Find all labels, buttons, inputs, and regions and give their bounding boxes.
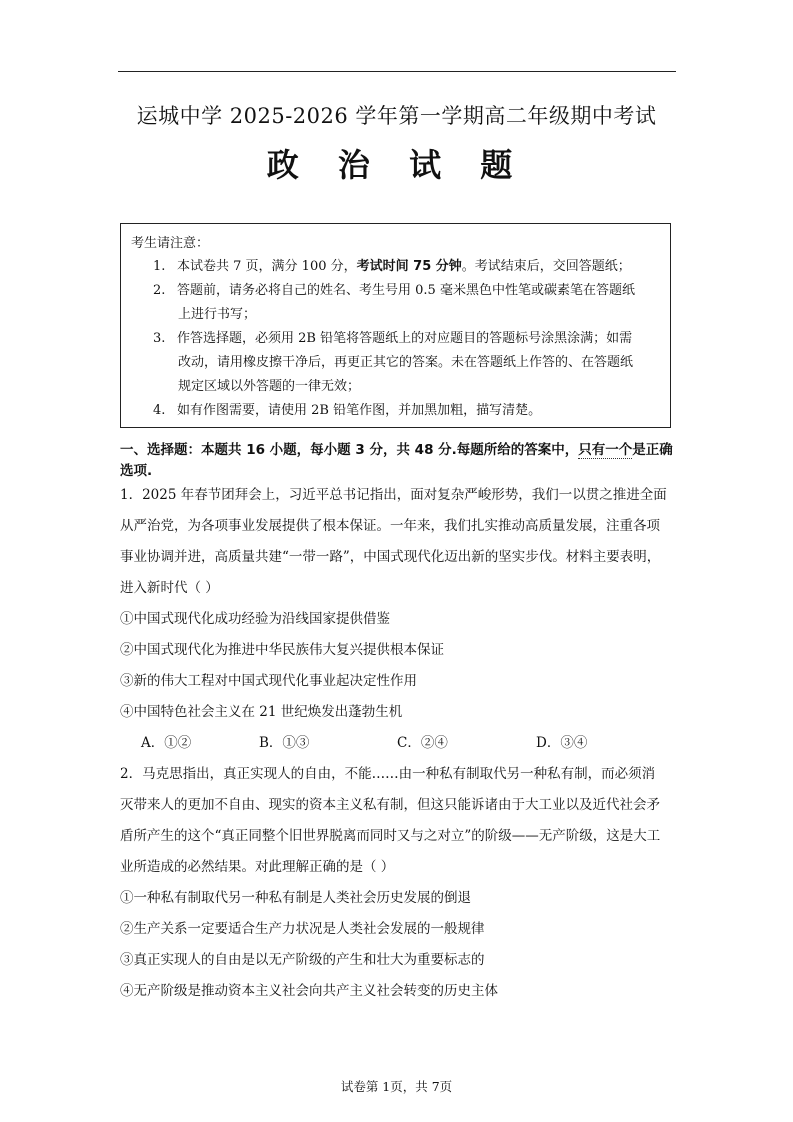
notice-item-2-cont: 上进行书写； xyxy=(178,307,257,322)
header-rule xyxy=(118,71,676,72)
notice-item-2: 2. 答题前，请务必将自己的姓名、考生号用 0.5 毫米黑色中性笔或碳素笔在答题纸 xyxy=(153,283,635,298)
notice-item-1: 1. 本试卷共 7 页，满分 100 分，考试时间 75 分钟。考试结束后，交回答题纸； xyxy=(153,259,631,274)
q2-statement-3: ③真正实现人的自由是以无产阶级的产生和壮大为重要标志的 xyxy=(120,952,485,968)
q1-option-d[interactable]: D．③④ xyxy=(536,735,588,751)
q2-stem-line-2: 灭带来人的更加不自由、现实的资本主义私有制，但这只能诉诸由于大工业以及近代社会矛 xyxy=(120,797,660,813)
underlined-emphasis: 只有一个 xyxy=(578,442,633,458)
notice-item-3-cont-2: 规定区域以外答题的一律无效； xyxy=(178,379,361,394)
q1-option-b[interactable]: B．①③ xyxy=(259,735,310,751)
q1-statement-2: ②中国式现代化为推进中华民族伟大复兴提供根本保证 xyxy=(120,642,444,658)
q1-option-c[interactable]: C．②④ xyxy=(397,735,448,751)
notice-item-3: 3. 作答选择题，必须用 2B 铅笔将答题纸上的对应题目的答题标号涂黑涂满；如需 xyxy=(153,331,633,346)
notice-item-3-cont-1: 改动，请用橡皮擦干净后，再更正其它的答案。未在答题纸上作答的、在答题纸 xyxy=(178,355,634,370)
subject-title: 政 治 试 题 xyxy=(266,146,527,184)
section-heading-cont: 选项. xyxy=(120,463,153,479)
q1-statement-4: ④中国特色社会主义在 21 世纪焕发出蓬勃生机 xyxy=(120,704,403,720)
notice-item-4: 4. 如有作图需要，请使用 2B 铅笔作图，并加黑加粗，描写清楚。 xyxy=(153,403,542,418)
q1-stem-line-2: 从严治党，为各项事业发展提供了根本保证。一年来，我们扎实推动高质量发展，注重各项 xyxy=(120,518,660,534)
q1-option-a[interactable]: A．①② xyxy=(141,735,192,751)
q1-statement-1: ①中国式现代化成功经验为沿线国家提供借鉴 xyxy=(120,611,390,627)
q2-stem-line-1: 2．马克思指出，真正实现人的自由，不能……由一种私有制取代另一种私有制，而必须消 xyxy=(120,766,656,782)
notice-box xyxy=(120,223,671,428)
q2-stem-line-4: 业所造成的必然结果。对此理解正确的是（ ） xyxy=(120,859,395,875)
q1-stem-line-4: 进入新时代（ ） xyxy=(120,580,219,596)
q2-statement-4: ④无产阶级是推动资本主义社会向共产主义社会转变的历史主体 xyxy=(120,983,498,999)
q2-statement-2: ②生产关系一定要适合生产力状况是人类社会发展的一般规律 xyxy=(120,921,485,937)
section-heading: 一、选择题：本题共 16 小题，每小题 3 分，共 48 分.每题所给的答案中，只有一个是正确 xyxy=(120,442,673,458)
q1-stem-line-3: 事业协调并进，高质量共建“一带一路”，中国式现代化迈出新的坚实步伐。材料主要表明， xyxy=(120,549,661,565)
page-footer: 试卷第 1页，共 7页 xyxy=(340,1079,453,1094)
q2-statement-1: ①一种私有制取代另一种私有制是人类社会历史发展的倒退 xyxy=(120,890,471,906)
notice-title: 考生请注意： xyxy=(131,236,210,251)
q2-stem-line-3: 盾所产生的这个“真正同整个旧世界脱离而同时又与之对立”的阶级——无产阶级，这是大工 xyxy=(120,828,661,844)
exam-title: 运城中学 2025-2026 学年第一学期高二年级期中考试 xyxy=(136,104,657,128)
q1-stem-line-1: 1．2025 年春节团拜会上，习近平总书记指出，面对复杂严峻形势，我们一以贯之推进全面 xyxy=(120,487,667,503)
q1-statement-3: ③新的伟大工程对中国式现代化事业起决定性作用 xyxy=(120,673,417,689)
